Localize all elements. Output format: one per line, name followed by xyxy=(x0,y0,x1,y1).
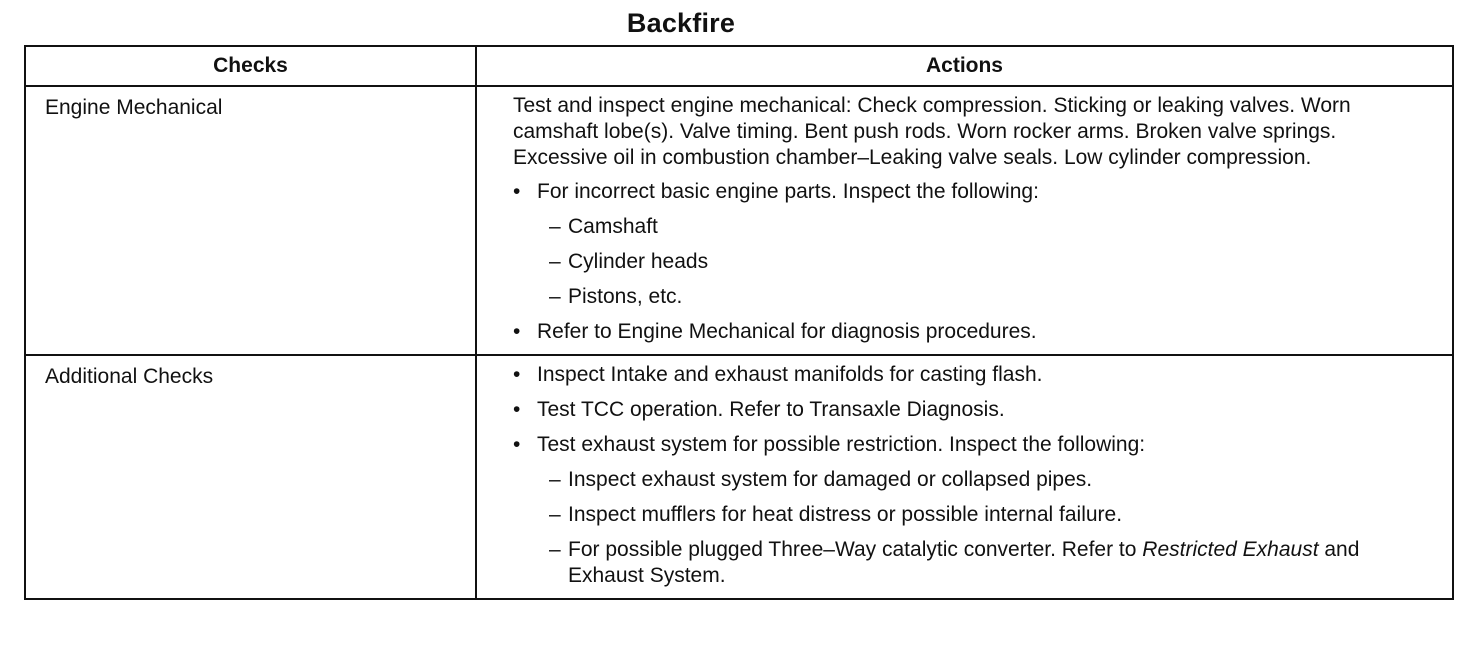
action-bullet xyxy=(513,432,1436,458)
action-paragraph: Test and inspect engine mechanical: Check compression. Sticking or leaking valves. Worn camshaft lobe(s). Valve timing. Bent push rods. Worn rocker arms. Broken valve springs. Excessive oil in combustion chamber–Leaking valve seals. Low cylinder compression. xyxy=(513,94,1351,169)
dash-icon: – xyxy=(549,285,561,308)
table-header-row xyxy=(25,46,1453,86)
subitem-text: Cylinder heads xyxy=(568,250,709,273)
dash-icon: – xyxy=(549,215,561,238)
check-cell-engine-mechanical: Engine Mechanical xyxy=(25,86,476,355)
action-subitem xyxy=(513,284,1436,310)
table-row xyxy=(25,355,1453,599)
dash-icon: – xyxy=(549,250,561,273)
diagnosis-table xyxy=(24,45,1454,600)
page-title: Backfire xyxy=(626,8,736,38)
subitem-text: Inspect mufflers for heat distress or possible internal failure. xyxy=(568,503,1123,526)
checks-column-header: Checks xyxy=(25,46,476,86)
subitem-text-part: For possible plugged Three–Way catalytic converter. Refer to xyxy=(568,538,1143,561)
dash-icon: – xyxy=(549,468,561,491)
action-subitem xyxy=(513,502,1436,528)
action-subitem xyxy=(513,537,1436,589)
subitem-text: Inspect exhaust system for damaged or collapsed pipes. xyxy=(568,468,1093,491)
subitem-text: Pistons, etc. xyxy=(568,285,683,308)
subitem-text-part: and Exhaust System. xyxy=(568,538,1360,587)
action-bullet xyxy=(513,319,1436,345)
subitem-text: Camshaft xyxy=(568,215,658,238)
dash-icon: – xyxy=(549,503,561,526)
dash-icon: – xyxy=(549,538,561,561)
bullet-icon: • xyxy=(513,180,521,203)
check-cell-additional-checks: Additional Checks xyxy=(25,355,476,599)
action-bullet xyxy=(513,179,1436,205)
action-bullet xyxy=(513,397,1436,423)
bullet-text: Inspect Intake and exhaust manifolds for casting flash. xyxy=(537,363,1043,386)
bullet-text: For incorrect basic engine parts. Inspect the following: xyxy=(537,180,1039,203)
subitem-italic-reference: Restricted Exhaust xyxy=(1142,538,1319,561)
bullet-text: Test exhaust system for possible restriction. Inspect the following: xyxy=(537,433,1146,456)
actions-column-header: Actions xyxy=(476,46,1453,86)
bullet-icon: • xyxy=(513,433,521,456)
action-subitem xyxy=(513,214,1436,240)
actions-cell xyxy=(476,86,1453,355)
bullet-icon: • xyxy=(513,363,521,386)
bullet-text: Refer to Engine Mechanical for diagnosis procedures. xyxy=(537,320,1037,343)
actions-cell xyxy=(476,355,1453,599)
bullet-icon: • xyxy=(513,398,521,421)
action-subitem xyxy=(513,467,1436,493)
table-row xyxy=(25,86,1453,355)
action-subitem xyxy=(513,249,1436,275)
bullet-icon: • xyxy=(513,320,521,343)
action-bullet xyxy=(513,362,1436,388)
bullet-text: Test TCC operation. Refer to Transaxle Diagnosis. xyxy=(537,398,1005,421)
